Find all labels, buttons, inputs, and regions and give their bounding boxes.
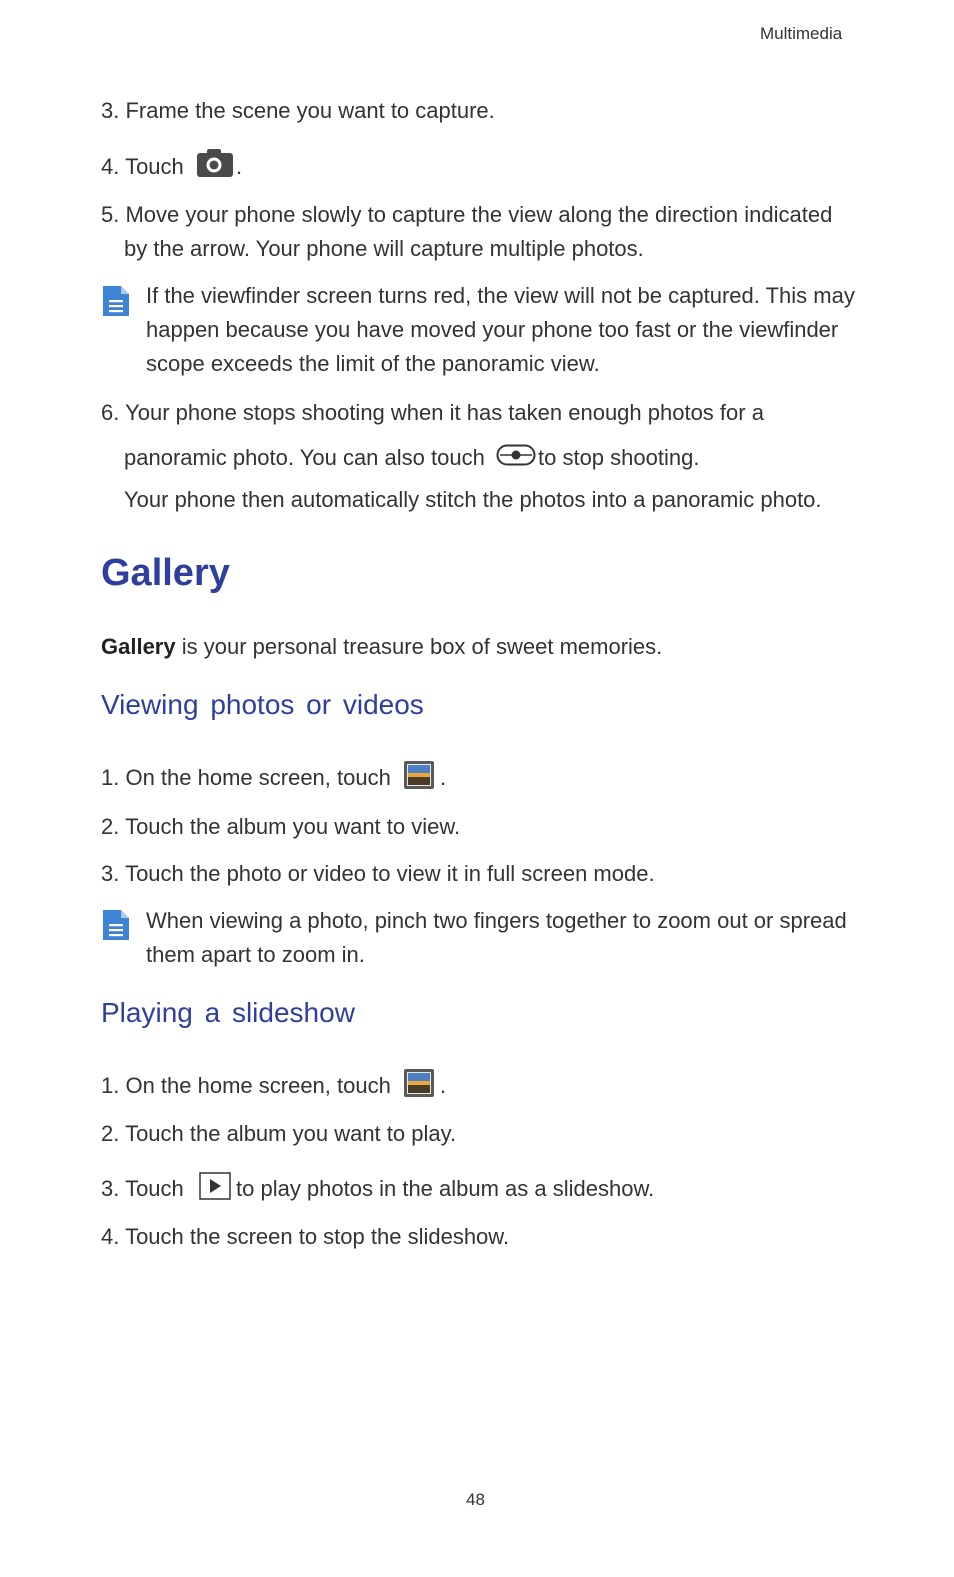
step-6-line3: Your phone then automatically stitch the photos into a panoramic photo. bbox=[124, 487, 822, 512]
running-header: Multimedia bbox=[760, 24, 843, 43]
step-4-suffix: . bbox=[236, 154, 243, 179]
step-6-line1: 6. Your phone stops shooting when it has taken enough photos for a bbox=[101, 400, 764, 425]
slideshow-step-2: 2. Touch the album you want to play. bbox=[101, 1121, 457, 1146]
step-5-line1: 5. Move your phone slowly to capture the view along the direction indicated bbox=[101, 202, 833, 227]
page-number: 48 bbox=[466, 1490, 485, 1509]
play-icon bbox=[199, 1172, 231, 1200]
subheading-viewing: Viewing photos or videos bbox=[101, 689, 424, 720]
viewing-step-3: 3. Touch the photo or video to view it in full screen mode. bbox=[101, 861, 655, 886]
step-5-line2: by the arrow. Your phone will capture multiple photos. bbox=[124, 236, 644, 261]
slideshow-step-3-prefix: 3. Touch bbox=[101, 1176, 184, 1201]
gallery-app-icon bbox=[403, 1068, 435, 1098]
section-title-gallery: Gallery bbox=[101, 552, 230, 594]
gallery-intro-rest: is your personal treasure box of sweet memories. bbox=[175, 634, 663, 659]
step-4-touch bbox=[101, 154, 184, 180]
slideshow-step-3-suffix: to play photos in the album as a slideshow. bbox=[236, 1176, 655, 1201]
gallery-intro-bold: Gallery bbox=[101, 634, 176, 659]
stop-panorama-icon bbox=[496, 444, 536, 466]
note-viewfinder-red: If the viewfinder screen turns red, the view will not be captured. This may happen because you have moved your phone too fast or the viewfinder scope exceeds the limit of the panoramic view. bbox=[146, 283, 855, 376]
note-document-icon bbox=[101, 908, 131, 942]
slideshow-step-4: 4. Touch the screen to stop the slideshow. bbox=[101, 1224, 510, 1249]
step-6-line2-suffix: to stop shooting. bbox=[538, 445, 700, 470]
slideshow-step-1-prefix: 1. On the home screen, touch bbox=[101, 1073, 391, 1098]
step-6-line2-prefix: panoramic photo. You can also touch bbox=[124, 445, 485, 470]
viewing-step-1-prefix: 1. On the home screen, touch bbox=[101, 765, 391, 790]
viewing-step-2: 2. Touch the album you want to view. bbox=[101, 814, 461, 839]
subheading-slideshow: Playing a slideshow bbox=[101, 997, 355, 1028]
gallery-app-icon bbox=[403, 760, 435, 790]
camera-shutter-icon bbox=[196, 148, 234, 178]
step-3-frame: 3. Frame the scene you want to capture. bbox=[101, 98, 495, 123]
gallery-intro bbox=[101, 634, 662, 660]
step-4-prefix: 4. Touch bbox=[101, 154, 184, 179]
viewing-step-1-suffix: . bbox=[440, 765, 447, 790]
note-document-icon bbox=[101, 284, 131, 318]
note-pinch-zoom: When viewing a photo, pinch two fingers together to zoom out or spread them apart to zoom in. bbox=[146, 908, 847, 967]
slideshow-step-1-suffix: . bbox=[440, 1073, 447, 1098]
